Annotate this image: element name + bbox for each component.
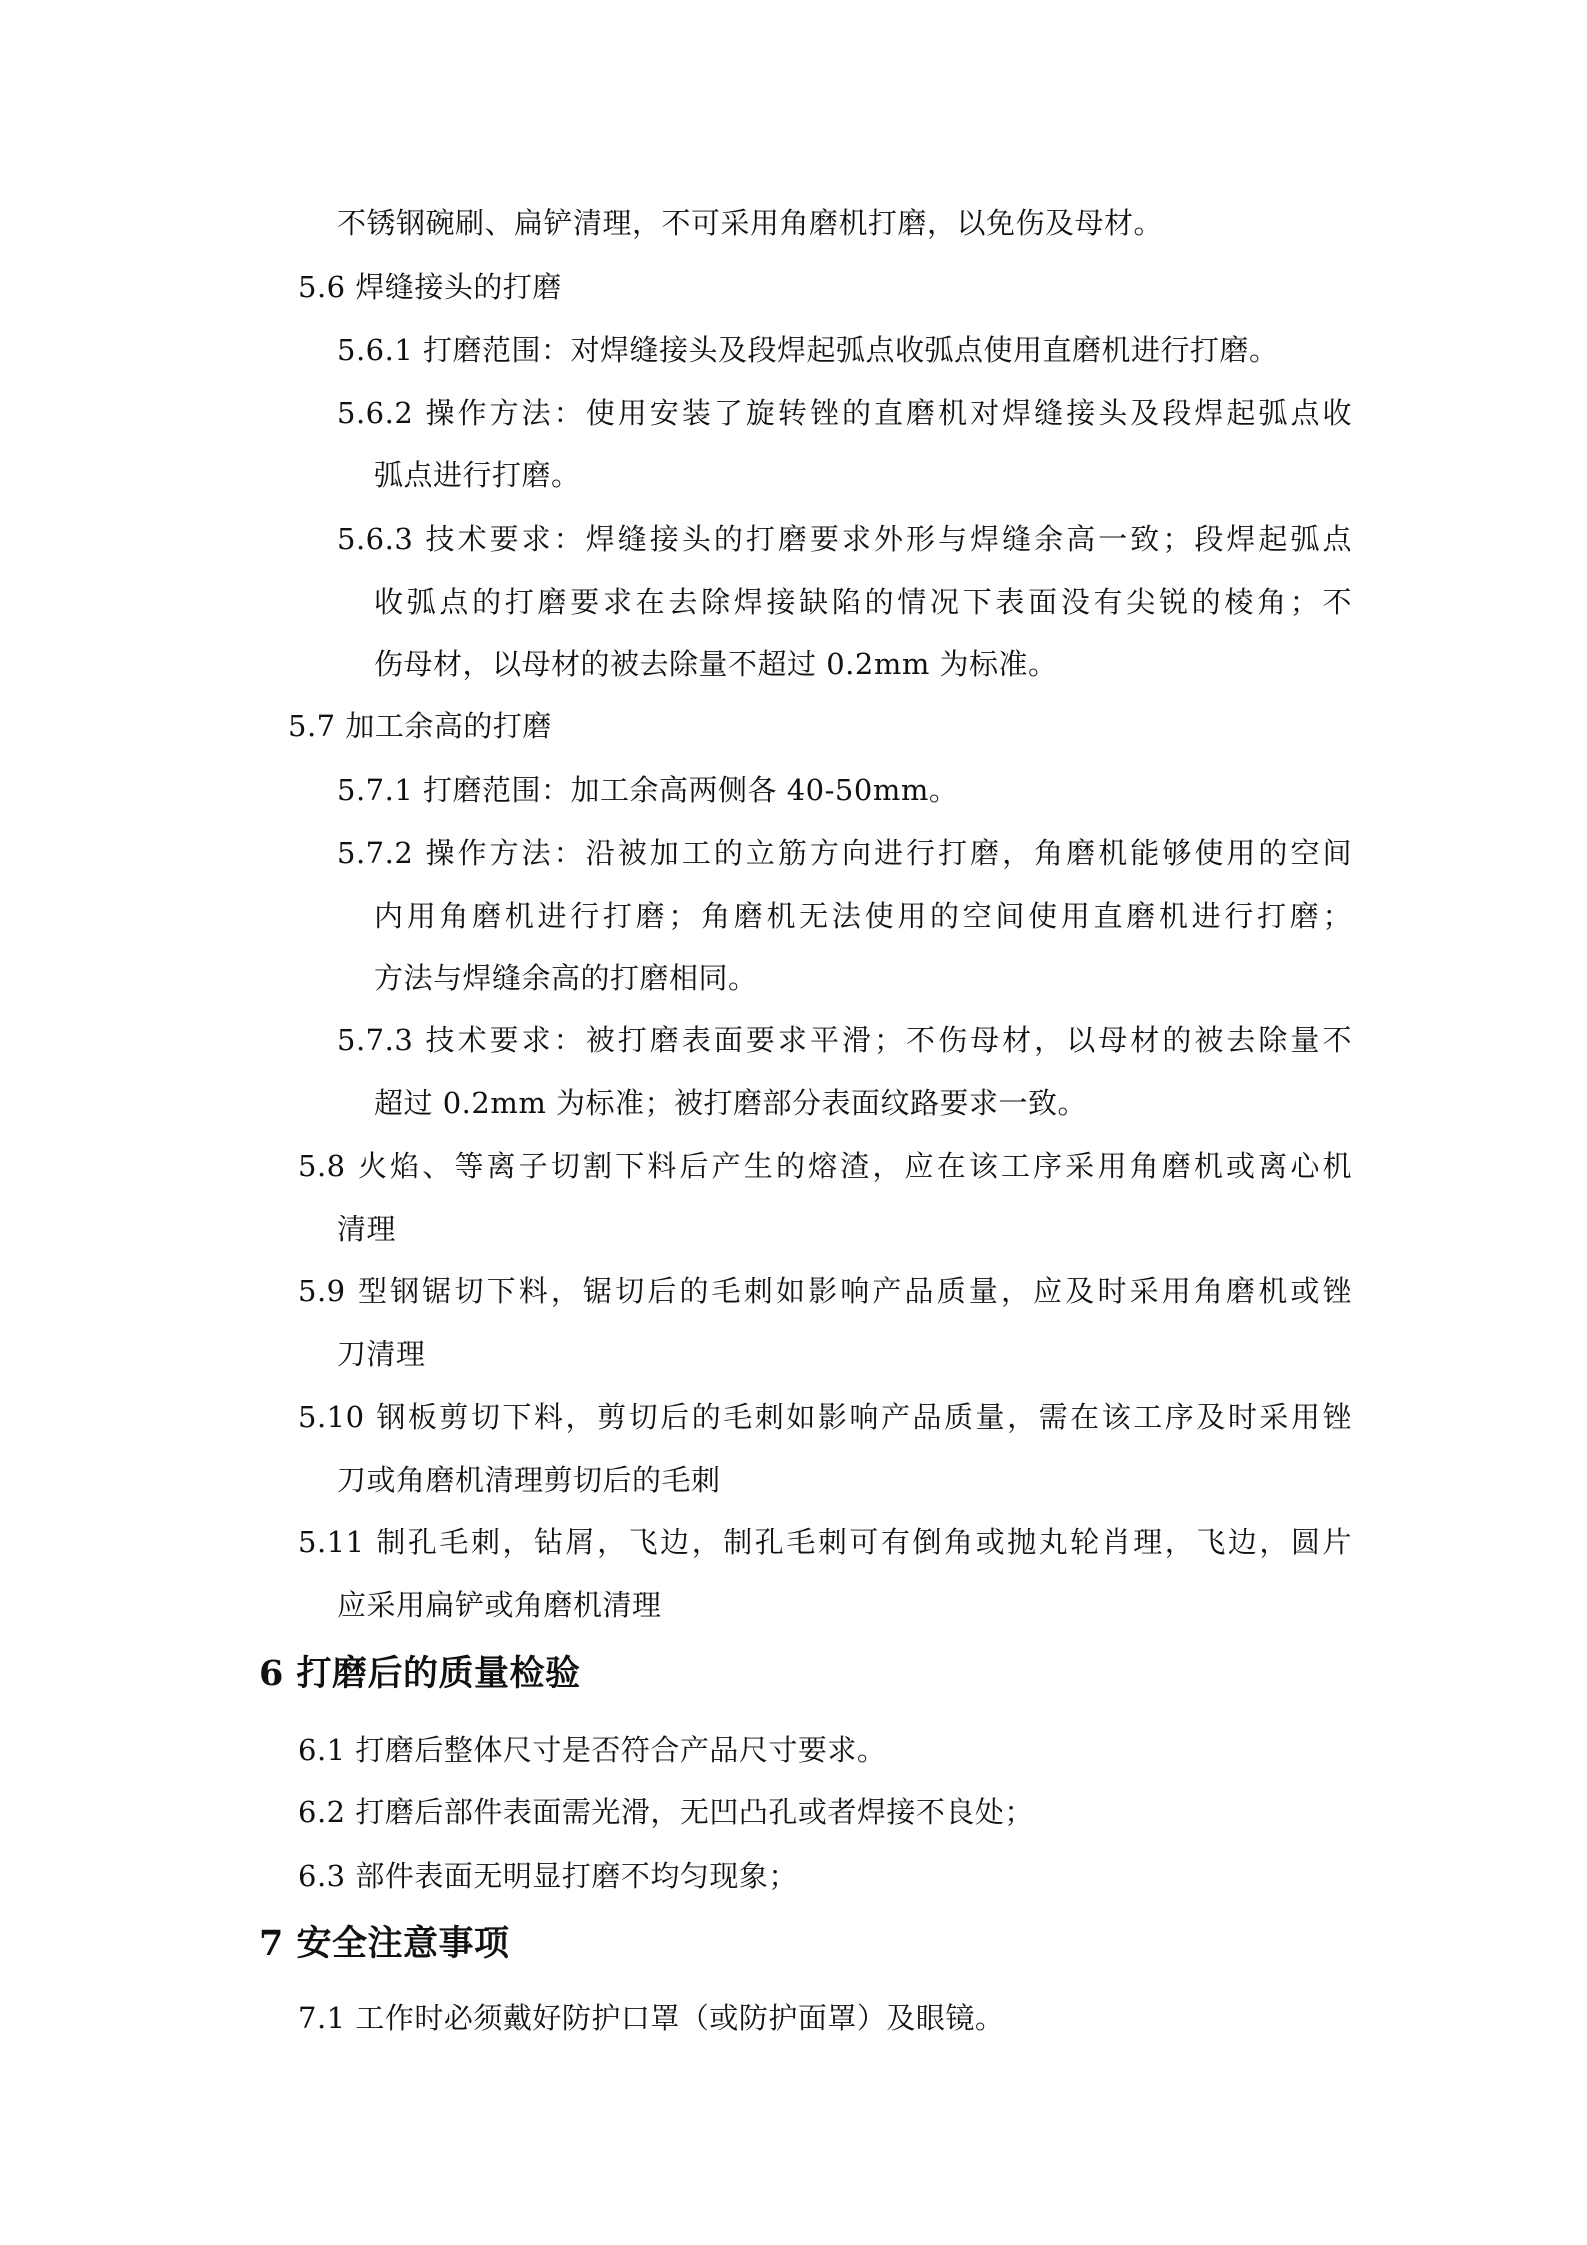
chapter-title-6: 6 打磨后的质量检验 bbox=[259, 1653, 581, 1694]
section-title-5-7: 5.7 加工余高的打磨 bbox=[288, 709, 552, 743]
item-5-6-3-continued-2: 伤母材，以母材的被去除量不超过 0.2mm 为标准。 bbox=[374, 647, 1058, 681]
item-7-1: 7.1 工作时必须戴好防护口罩（或防护面罩）及眼镜。 bbox=[298, 2001, 1005, 2035]
item-5-11: 5.11 制孔毛刺，钻屑，飞边，制孔毛刺可有倒角或抛丸轮肖理，飞边，圆片 bbox=[298, 1525, 1352, 1559]
item-5-6-3: 5.6.3 技术要求：焊缝接头的打磨要求外形与焊缝余高一致；段焊起弧点 bbox=[337, 522, 1352, 556]
item-5-8: 5.8 火焰、等离子切割下料后产生的熔渣，应在该工序采用角磨机或离心机 bbox=[298, 1149, 1352, 1183]
item-5-6-1: 5.6.1 打磨范围：对焊缝接头及段焊起弧点收弧点使用直磨机进行打磨。 bbox=[337, 333, 1279, 367]
chapter-title-7: 7 安全注意事项 bbox=[259, 1923, 510, 1964]
item-5-7-3-continued: 超过 0.2mm 为标准；被打磨部分表面纹路要求一致。 bbox=[374, 1086, 1088, 1120]
item-5-6-3-continued: 收弧点的打磨要求在去除焊接缺陷的情况下表面没有尖锐的棱角；不 bbox=[374, 585, 1352, 619]
item-6-3: 6.3 部件表面无明显打磨不均匀现象； bbox=[298, 1859, 798, 1893]
item-5-7-2-continued-2: 方法与焊缝余高的打磨相同。 bbox=[374, 961, 758, 995]
item-6-2: 6.2 打磨后部件表面需光滑，无凹凸孔或者焊接不良处； bbox=[298, 1795, 1034, 1829]
item-6-1: 6.1 打磨后整体尺寸是否符合产品尺寸要求。 bbox=[298, 1733, 887, 1767]
item-5-7-2-continued: 内用角磨机进行打磨；角磨机无法使用的空间使用直磨机进行打磨； bbox=[374, 899, 1352, 933]
paragraph-line: 不锈钢碗刷、扁铲清理，不可采用角磨机打磨，以免伤及母材。 bbox=[337, 206, 1164, 240]
section-title-5-6: 5.6 焊缝接头的打磨 bbox=[298, 270, 562, 304]
item-5-6-2-continued: 弧点进行打磨。 bbox=[374, 458, 581, 492]
item-5-7-3: 5.7.3 技术要求：被打磨表面要求平滑；不伤母材，以母材的被去除量不 bbox=[337, 1023, 1352, 1057]
item-5-10-continued: 刀或角磨机清理剪切后的毛刺 bbox=[337, 1463, 721, 1497]
item-5-8-continued: 清理 bbox=[337, 1212, 397, 1246]
item-5-11-continued: 应采用扁铲或角磨机清理 bbox=[337, 1588, 662, 1622]
item-5-6-2: 5.6.2 操作方法：使用安装了旋转锉的直磨机对焊缝接头及段焊起弧点收 bbox=[337, 396, 1352, 430]
item-5-7-1: 5.7.1 打磨范围：加工余高两侧各 40-50mm。 bbox=[337, 773, 959, 807]
item-5-10: 5.10 钢板剪切下料，剪切后的毛刺如影响产品质量，需在该工序及时采用锉 bbox=[298, 1400, 1352, 1434]
item-5-9-continued: 刀清理 bbox=[337, 1337, 426, 1371]
item-5-9: 5.9 型钢锯切下料，锯切后的毛刺如影响产品质量，应及时采用角磨机或锉 bbox=[298, 1274, 1352, 1308]
item-5-7-2: 5.7.2 操作方法：沿被加工的立筋方向进行打磨，角磨机能够使用的空间 bbox=[337, 836, 1352, 870]
